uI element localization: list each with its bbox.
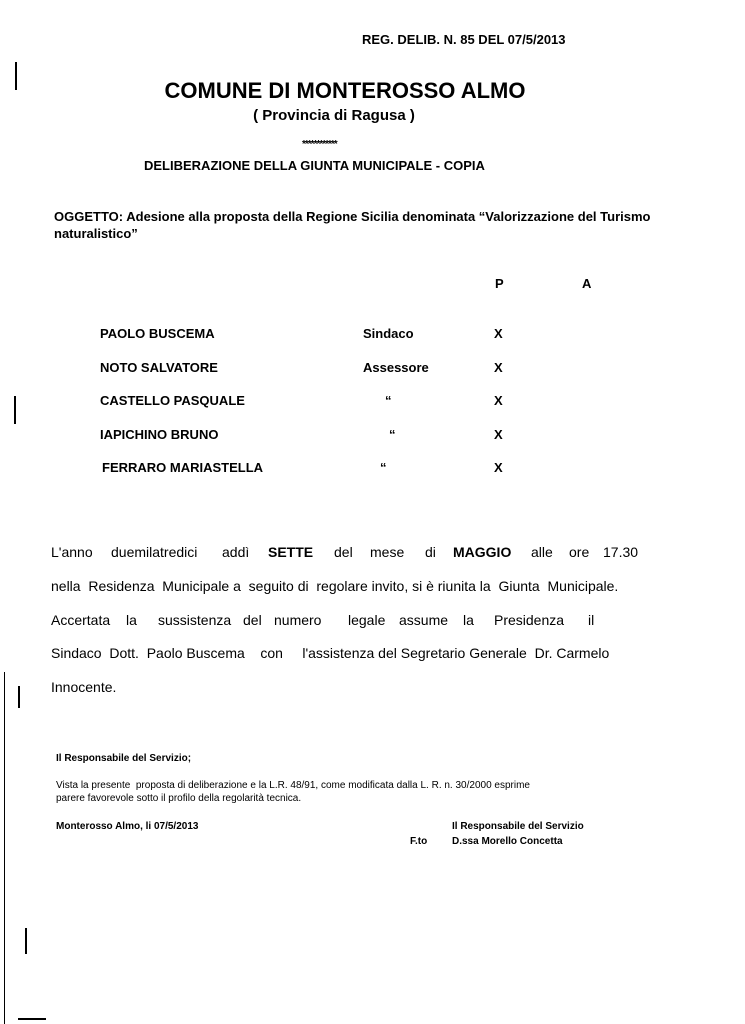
signatory-name: D.ssa Morello Concetta <box>452 836 563 847</box>
body-word-month: MAGGIO <box>453 544 512 560</box>
subject-label: OGGETTO: <box>54 209 124 224</box>
body-word-day: SETTE <box>268 544 314 560</box>
body-word: Accertata <box>51 612 111 628</box>
body-word: mese <box>370 544 405 560</box>
province-subtitle: ( Provincia di Ragusa ) <box>253 107 415 124</box>
body-word: L'anno <box>51 544 93 560</box>
body-line: Innocente. <box>51 679 117 695</box>
body-word: la <box>126 612 137 628</box>
deliberation-title: DELIBERAZIONE DELLA GIUNTA MUNICIPALE - COPIA <box>144 158 485 173</box>
body-word: del <box>334 544 353 560</box>
body-word: sussistenza <box>158 612 232 628</box>
absent-column-header: A <box>582 276 592 291</box>
body-word: di <box>425 544 436 560</box>
service-manager-heading: Il Responsabile del Servizio; <box>56 753 192 764</box>
body-word: ore <box>569 544 590 560</box>
document-title: COMUNE DI MONTEROSSO ALMO <box>164 78 526 103</box>
subject-block <box>54 208 674 242</box>
technical-opinion-line-1: Vista la presente proposta di deliberazione e la L.R. 48/91, come modificata dalla L. R. n. 30/2000 esprime <box>56 780 530 791</box>
signatory-title: Il Responsabile del Servizio <box>452 821 584 832</box>
present-mark: X <box>494 326 503 341</box>
separator-stars: ************ <box>302 139 337 150</box>
present-mark: X <box>494 360 503 375</box>
body-word: alle <box>531 544 553 560</box>
technical-opinion-line-2: parere favorevole sotto il profilo della regolarità tecnica. <box>56 793 302 804</box>
member-role: “ <box>380 460 387 475</box>
body-line: nella Residenza Municipale a seguito di regolare invito, si è riunita la Giunta Municipale. <box>51 578 619 594</box>
registration-number: REG. DELIB. N. 85 DEL 07/5/2013 <box>362 32 566 47</box>
signed-label: F.to <box>410 836 428 847</box>
subject-text: Adesione alla proposta della Regione Sicilia denominata “Valorizzazione del Turismo naturalistico” <box>54 209 651 241</box>
body-word: del <box>243 612 262 628</box>
member-name: FERRARO MARIASTELLA <box>102 460 264 475</box>
scan-mark <box>18 1018 46 1020</box>
body-word: la <box>463 612 474 628</box>
body-word: duemilatredici <box>111 544 198 560</box>
member-role: “ <box>389 427 396 442</box>
body-word: numero <box>274 612 322 628</box>
member-role: Sindaco <box>363 326 414 341</box>
body-line: Sindaco Dott. Paolo Buscema con l'assistenza del Segretario Generale Dr. Carmelo <box>51 645 610 661</box>
present-column-header: P <box>495 276 504 291</box>
body-word: addì <box>222 544 250 560</box>
body-word: assume <box>399 612 449 628</box>
member-role: Assessore <box>363 360 429 375</box>
present-mark: X <box>494 427 503 442</box>
present-mark: X <box>494 393 503 408</box>
scan-mark <box>14 396 16 424</box>
member-name: PAOLO BUSCEMA <box>100 326 215 341</box>
member-name: IAPICHINO BRUNO <box>100 427 219 442</box>
present-mark: X <box>494 460 503 475</box>
body-word-time: 17.30 <box>603 544 639 560</box>
scan-mark <box>25 928 27 954</box>
body-word: il <box>588 612 595 628</box>
place-and-date: Monterosso Almo, li 07/5/2013 <box>56 821 199 832</box>
member-role: “ <box>385 393 392 408</box>
member-name: CASTELLO PASQUALE <box>100 393 245 408</box>
body-word: Presidenza <box>494 612 565 628</box>
member-name: NOTO SALVATORE <box>100 360 218 375</box>
scan-mark <box>18 686 20 708</box>
scan-mark <box>4 672 5 1024</box>
body-word: legale <box>348 612 386 628</box>
